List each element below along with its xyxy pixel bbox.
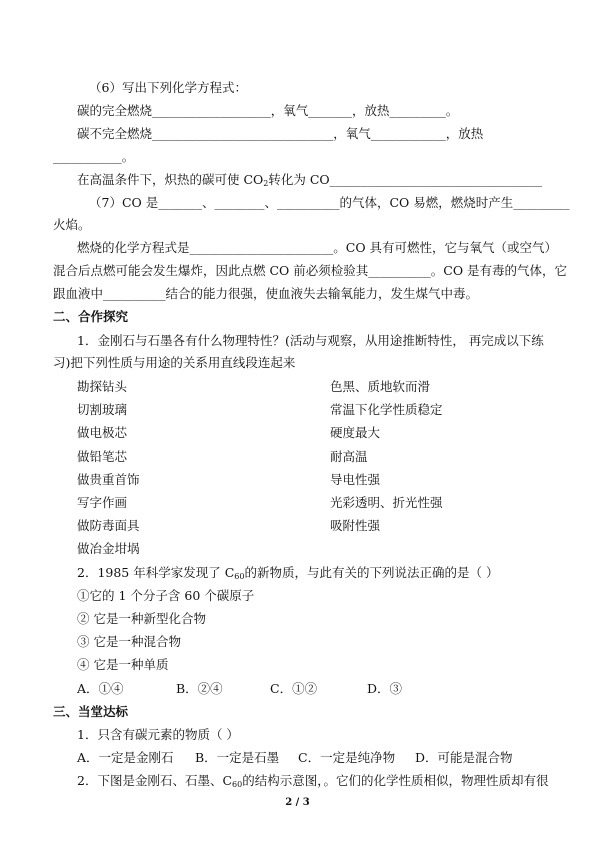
section2-q1-line1: 1．金刚石与石墨各有什么物理特性？(活动与观察，从用途推断特性， 再完成以下练 bbox=[77, 333, 544, 348]
section2-q1-line2: 习)把下列性质与用途的关系用直线段连起来 bbox=[53, 355, 296, 370]
section3-q1-option-b: B．一定是石墨 bbox=[195, 750, 280, 765]
property-item: 光彩透明、折光性强 bbox=[330, 495, 443, 510]
section3-q1-option-d: D．可能是混合物 bbox=[415, 750, 513, 765]
q2-statement: ② 它是一种新型化合物 bbox=[77, 611, 206, 626]
q2-option-d: D．③ bbox=[367, 681, 403, 696]
property-item: 耐高温 bbox=[330, 449, 368, 464]
q7-line2: 火焰。 bbox=[53, 217, 91, 232]
use-item: 做防毒面具 bbox=[77, 518, 140, 533]
q2-statement: ③ 它是一种混合物 bbox=[77, 634, 181, 649]
q7-line4: 混合后点燃可能会发生爆炸，因此点燃 CO 前必须检验其__________。CO 是有毒的气体，它 bbox=[53, 263, 568, 278]
property-item: 导电性强 bbox=[330, 472, 381, 487]
q6-incomplete-burn: 碳不完全燃烧_____________________________，氧气____________，放热 bbox=[77, 126, 484, 141]
q2-statement: ④ 它是一种单质 bbox=[77, 657, 169, 672]
property-item: 硬度最大 bbox=[330, 425, 381, 440]
q7-line1: （7）CO 是_______、________、__________的气体，CO 易燃，燃烧时产生_________ bbox=[89, 195, 570, 210]
section3-q1: 1．只含有碳元素的物质（ ） bbox=[77, 727, 239, 742]
page-number: 2 / 3 bbox=[285, 797, 310, 808]
q2-statement: ①它的 1 个分子含 60 个碳原子 bbox=[77, 588, 255, 603]
q7-line3: 燃烧的化学方程式是_______________________。CO 具有可燃性，它与氧气（或空气） bbox=[77, 240, 558, 255]
property-item: 色黑、质地软而滑 bbox=[330, 379, 431, 394]
use-item: 写字作画 bbox=[77, 495, 128, 510]
q2-option-c: C．①② bbox=[270, 681, 318, 696]
section3-q1-option-a: A．一定是金刚石 bbox=[77, 750, 174, 765]
q6-complete-burn: 碳的完全燃烧___________________，氧气_______，放热_________。 bbox=[77, 103, 459, 118]
use-item: 做电极芯 bbox=[77, 425, 128, 440]
q6-incomplete-burn-tail: ___________。 bbox=[53, 149, 135, 164]
section3-q2: 2．下图是金刚石、石墨、$C_{60}$的结构示意图，。它们的化学性质相似，物理性质却有很 bbox=[77, 773, 549, 789]
q2-option-a: A．①④ bbox=[77, 681, 124, 696]
property-item: 吸附性强 bbox=[330, 518, 381, 533]
use-item: 做铅笔芯 bbox=[77, 449, 128, 464]
property-item: 常温下化学性质稳定 bbox=[330, 402, 443, 417]
use-item: 切割玻璃 bbox=[77, 402, 128, 417]
q2-option-b: B．②④ bbox=[176, 681, 223, 696]
use-item: 勘探钻头 bbox=[77, 379, 128, 394]
use-item: 做贵重首饰 bbox=[77, 472, 140, 487]
section3-q1-option-c: C．一定是纯净物 bbox=[298, 750, 396, 765]
q6-title: （6）写出下列化学方程式： bbox=[89, 80, 247, 95]
section3-heading: 三、当堂达标 bbox=[53, 704, 129, 719]
q7-line5: 跟血液中__________结合的能力很强，使血液失去输氧能力，发生煤气中毒。 bbox=[53, 286, 479, 301]
section2-heading: 二、合作探究 bbox=[53, 309, 129, 324]
section2-q2: 2．1985 年科学家发现了 $C_{60}$的新物质，与此有关的下列说法正确的是（ ） bbox=[77, 565, 499, 581]
q6-high-temp: 在高温条件下，炽热的碳可使 $CO_2$转化为 CO__________________________________ bbox=[77, 172, 543, 188]
use-item: 做冶金坩埚 bbox=[77, 541, 140, 556]
